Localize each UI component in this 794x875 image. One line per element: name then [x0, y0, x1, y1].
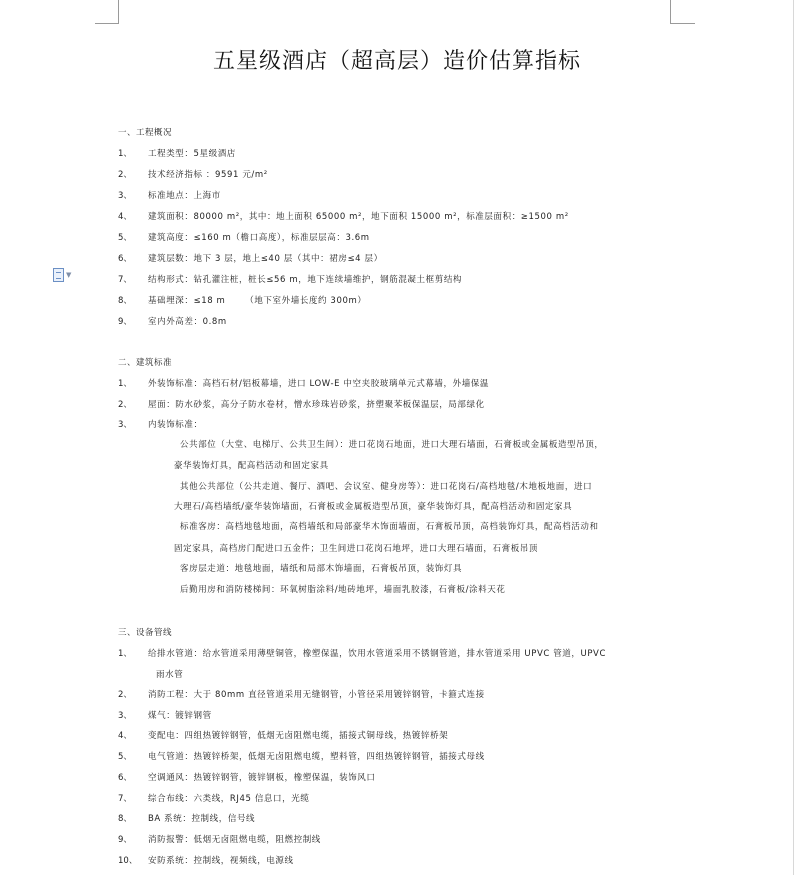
item-number: 8、 [118, 296, 132, 306]
item-text: 变配电：四组热镀锌钢管，低烟无卤阻燃电缆，插接式铜母线，热镀锌桥架 [148, 731, 449, 741]
item-number: 7、 [118, 275, 132, 285]
item-text: 结构形式：钻孔灌注桩，桩长≤56 m，地下连续墙维护，钢筋混凝土框剪结构 [148, 275, 463, 285]
item-text: 煤气：镀锌钢管 [148, 711, 212, 721]
item-text-cont: 雨水管 [156, 670, 184, 680]
interior-back-of-house: 后勤用房和消防楼梯间：环氧树脂涂料/地砖地坪，墙面乳胶漆，石膏板/涂料天花 [180, 585, 506, 595]
item-number: 2、 [118, 170, 132, 180]
interior-other-public-cont: 大理石/高档墙纸/豪华装饰墙面，石膏板或金属板造型吊顶，豪华装饰灯具，配高档活动和固定家具 [174, 502, 573, 512]
item-number: 6、 [118, 254, 132, 264]
section-heading-equipment: 三、设备管线 [118, 628, 173, 638]
item-text: 外装饰标准：高档石材/铝板幕墙，进口 LOW-E 中空夹胶玻璃单元式幕墙，外墙保温 [148, 379, 489, 389]
item-number: 4、 [118, 212, 132, 222]
paragraph-options-button[interactable] [53, 268, 77, 282]
section-heading-overview: 一、工程概况 [118, 128, 173, 138]
item-number: 3、 [118, 191, 132, 201]
item-text: 建筑面积：80000 m²，其中：地上面积 65000 m²，地下面积 15000 m²，标准层面积：≥1500 m² [148, 212, 569, 222]
item-number: 1、 [118, 379, 132, 389]
item-number: 1、 [118, 149, 132, 159]
item-number: 9、 [118, 317, 132, 327]
item-number: 4、 [118, 731, 132, 741]
item-text: 给排水管道：给水管道采用薄壁铜管，橡塑保温，饮用水管道采用不锈钢管道，排水管道采用 UPVC 管道，UPVC [148, 649, 607, 659]
item-text: 建筑高度：≤160 m（檐口高度），标准层层高：3.6m [148, 233, 370, 243]
chevron-down-icon: ▼ [66, 270, 72, 279]
crop-mark-top-right [670, 0, 671, 24]
item-text: 标准地点：上海市 [148, 191, 221, 201]
item-text: 基础埋深：≤18 m （地下室外墙长度约 300m） [148, 296, 367, 306]
item-number: 8、 [118, 814, 132, 824]
item-number: 5、 [118, 752, 132, 762]
item-text: 技术经济指标 ：9591 元/m² [148, 170, 268, 180]
interior-other-public: 其他公共部位（公共走道、餐厅、酒吧、会议室、健身房等）：进口花岗石/高档地毯/木地板地面，进口 [180, 482, 593, 492]
item-text: 消防报警：低烟无卤阻燃电缆，阻燃控制线 [148, 835, 321, 845]
item-number: 1、 [118, 649, 132, 659]
document-title: 五星级酒店（超高层）造价估算指标 [212, 49, 581, 74]
item-text: 屋面：防水砂浆，高分子防水卷材，憎水珍珠岩砂浆，挤塑聚苯板保温层，局部绿化 [148, 400, 485, 410]
item-number: 10、 [118, 856, 138, 866]
item-number: 6、 [118, 773, 132, 783]
item-number: 9、 [118, 835, 132, 845]
item-text: 建筑层数：地下 3 层，地上≤40 层（其中：裙房≤4 层） [148, 254, 383, 264]
interior-public-area: 公共部位（大堂、电梯厅、公共卫生间）：进口花岗石地面，进口大理石墙面，石膏板或金属板造型吊顶， [180, 440, 604, 450]
item-text: 空调通风：热镀锌钢管，镀锌钢板，橡塑保温，装饰风口 [148, 773, 376, 783]
item-text: 安防系统：控制线，视频线，电源线 [148, 856, 294, 866]
item-number: 2、 [118, 400, 132, 410]
item-text: 内装饰标准： [148, 420, 203, 430]
crop-mark-top-left [118, 0, 119, 24]
item-number: 3、 [118, 711, 132, 721]
interior-public-area-cont: 豪华装饰灯具，配高档活动和固定家具 [174, 461, 329, 471]
item-number: 5、 [118, 233, 132, 243]
item-text: 电气管道：热镀锌桥架，低烟无卤阻燃电缆，塑料管，四组热镀锌钢管，插接式母线 [148, 752, 485, 762]
section-heading-building-standard: 二、建筑标准 [118, 358, 173, 368]
item-number: 2、 [118, 690, 132, 700]
interior-guest-room: 标准客房：高档地毯地面，高档墙纸和局部豪华木饰面墙面，石膏板吊顶，高档装饰灯具，配高档活动和 [180, 522, 599, 532]
item-text: BA 系统：控制线，信号线 [148, 814, 256, 824]
item-number: 3、 [118, 420, 132, 430]
crop-mark-top-left-h [95, 23, 118, 24]
interior-guest-room-cont: 固定家具，高档房门配进口五金件；卫生间进口花岗石地坪，进口大理石墙面，石膏板吊顶 [174, 544, 539, 554]
item-text: 综合布线：六类线，RJ45 信息口，光缆 [148, 794, 310, 804]
document-icon [53, 268, 64, 282]
item-text: 消防工程：大于 80mm 直径管道采用无缝钢管，小管径采用镀锌钢管，卡箍式连接 [148, 690, 485, 700]
item-text: 室内外高差：0.8m [148, 317, 227, 327]
item-text: 工程类型：5星级酒店 [148, 149, 236, 159]
interior-corridor: 客房层走道：地毯地面，墙纸和局部木饰墙面，石膏板吊顶，装饰灯具 [180, 564, 463, 574]
crop-mark-top-right-h [671, 23, 695, 24]
item-number: 7、 [118, 794, 132, 804]
